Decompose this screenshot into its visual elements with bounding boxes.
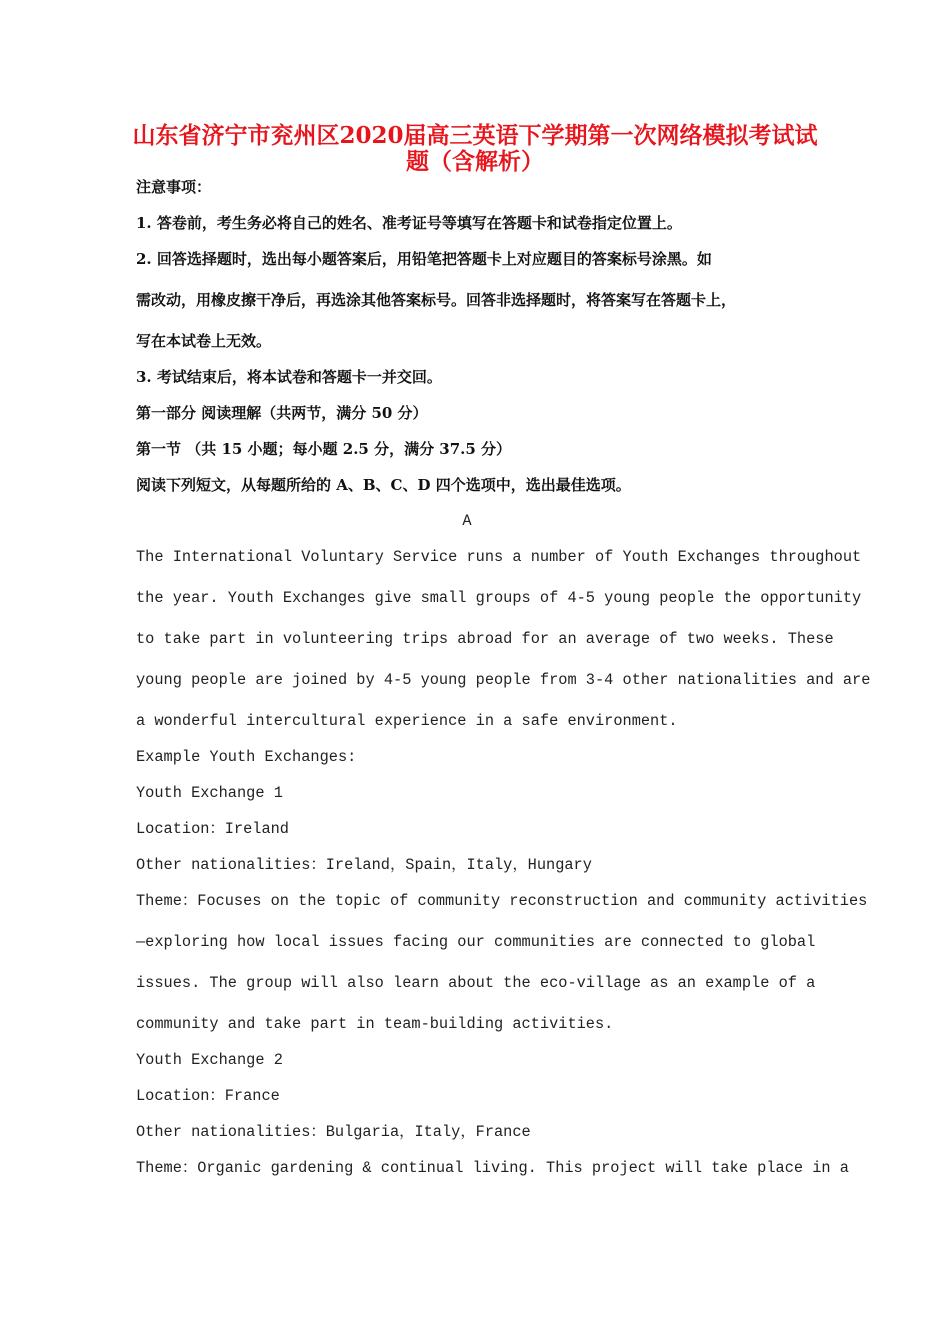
notice-item-2-line-2: 需改动，用橡皮擦干净后，再选涂其他答案标号。回答非选择题时，将答案写在答题卡上，: [136, 291, 737, 309]
document-title-line-2: 题（含解析）: [406, 148, 544, 175]
passage-paragraph-line: The International Voluntary Service runs a number of Youth Exchanges throughout: [136, 548, 862, 566]
exchange-2-location: Location：France: [136, 1087, 280, 1105]
notice-item-3: 3. 考试结束后，将本试卷和答题卡一并交回。: [136, 368, 442, 386]
passage-paragraph-line: a wonderful intercultural experience in a safe environment.: [136, 712, 678, 730]
document-title-line-1: 山东省济宁市兖州区2020届高三英语下学期第一次网络模拟考试试: [132, 122, 818, 149]
exchange-1-theme-line: community and take part in team-building activities.: [136, 1015, 614, 1033]
exchange-1-nationalities: Other nationalities：Ireland，Spain，Italy，Hungary: [136, 856, 592, 874]
examples-heading: Example Youth Exchanges:: [136, 748, 357, 766]
passage-paragraph-line: the year. Youth Exchanges give small groups of 4-5 young people the opportunity: [136, 589, 862, 607]
passage-paragraph-line: young people are joined by 4-5 young people from 3-4 other nationalities and are: [136, 671, 871, 689]
exchange-2-nationalities: Other nationalities：Bulgaria，Italy，France: [136, 1123, 531, 1141]
notice-heading: 注意事项：: [136, 178, 212, 196]
notice-item-2-line-1: 2. 回答选择题时，选出每小题答案后，用铅笔把答题卡上对应题目的答案标号涂黑。如: [136, 250, 712, 268]
passage-label: A: [462, 512, 472, 530]
exchange-1-location: Location：Ireland: [136, 820, 289, 838]
section-part-heading: 第一部分 阅读理解（共两节，满分 50 分）: [136, 404, 428, 422]
section-sub-heading: 第一节 （共 15 小题；每小题 2.5 分，满分 37.5 分）: [136, 440, 512, 458]
exchange-1-theme-line: —exploring how local issues facing our communities are connected to global: [136, 933, 816, 951]
notice-item-2-line-3: 写在本试卷上无效。: [136, 332, 272, 350]
exchange-2-theme: Theme：Organic gardening & continual living. This project will take place in a: [136, 1159, 849, 1177]
exchange-1-title: Youth Exchange 1: [136, 784, 283, 802]
section-instruction: 阅读下列短文，从每题所给的 A、B、C、D 四个选项中，选出最佳选项。: [136, 476, 631, 494]
exchange-1-theme-line: issues. The group will also learn about the eco-village as an example of a: [136, 974, 816, 992]
exchange-2-title: Youth Exchange 2: [136, 1051, 283, 1069]
notice-item-1: 1. 答卷前，考生务必将自己的姓名、准考证号等填写在答题卡和试卷指定位置上。: [136, 214, 682, 232]
passage-paragraph-line: to take part in volunteering trips abroad for an average of two weeks. These: [136, 630, 834, 648]
exchange-1-theme-line: Theme：Focuses on the topic of community reconstruction and community activities: [136, 892, 868, 910]
